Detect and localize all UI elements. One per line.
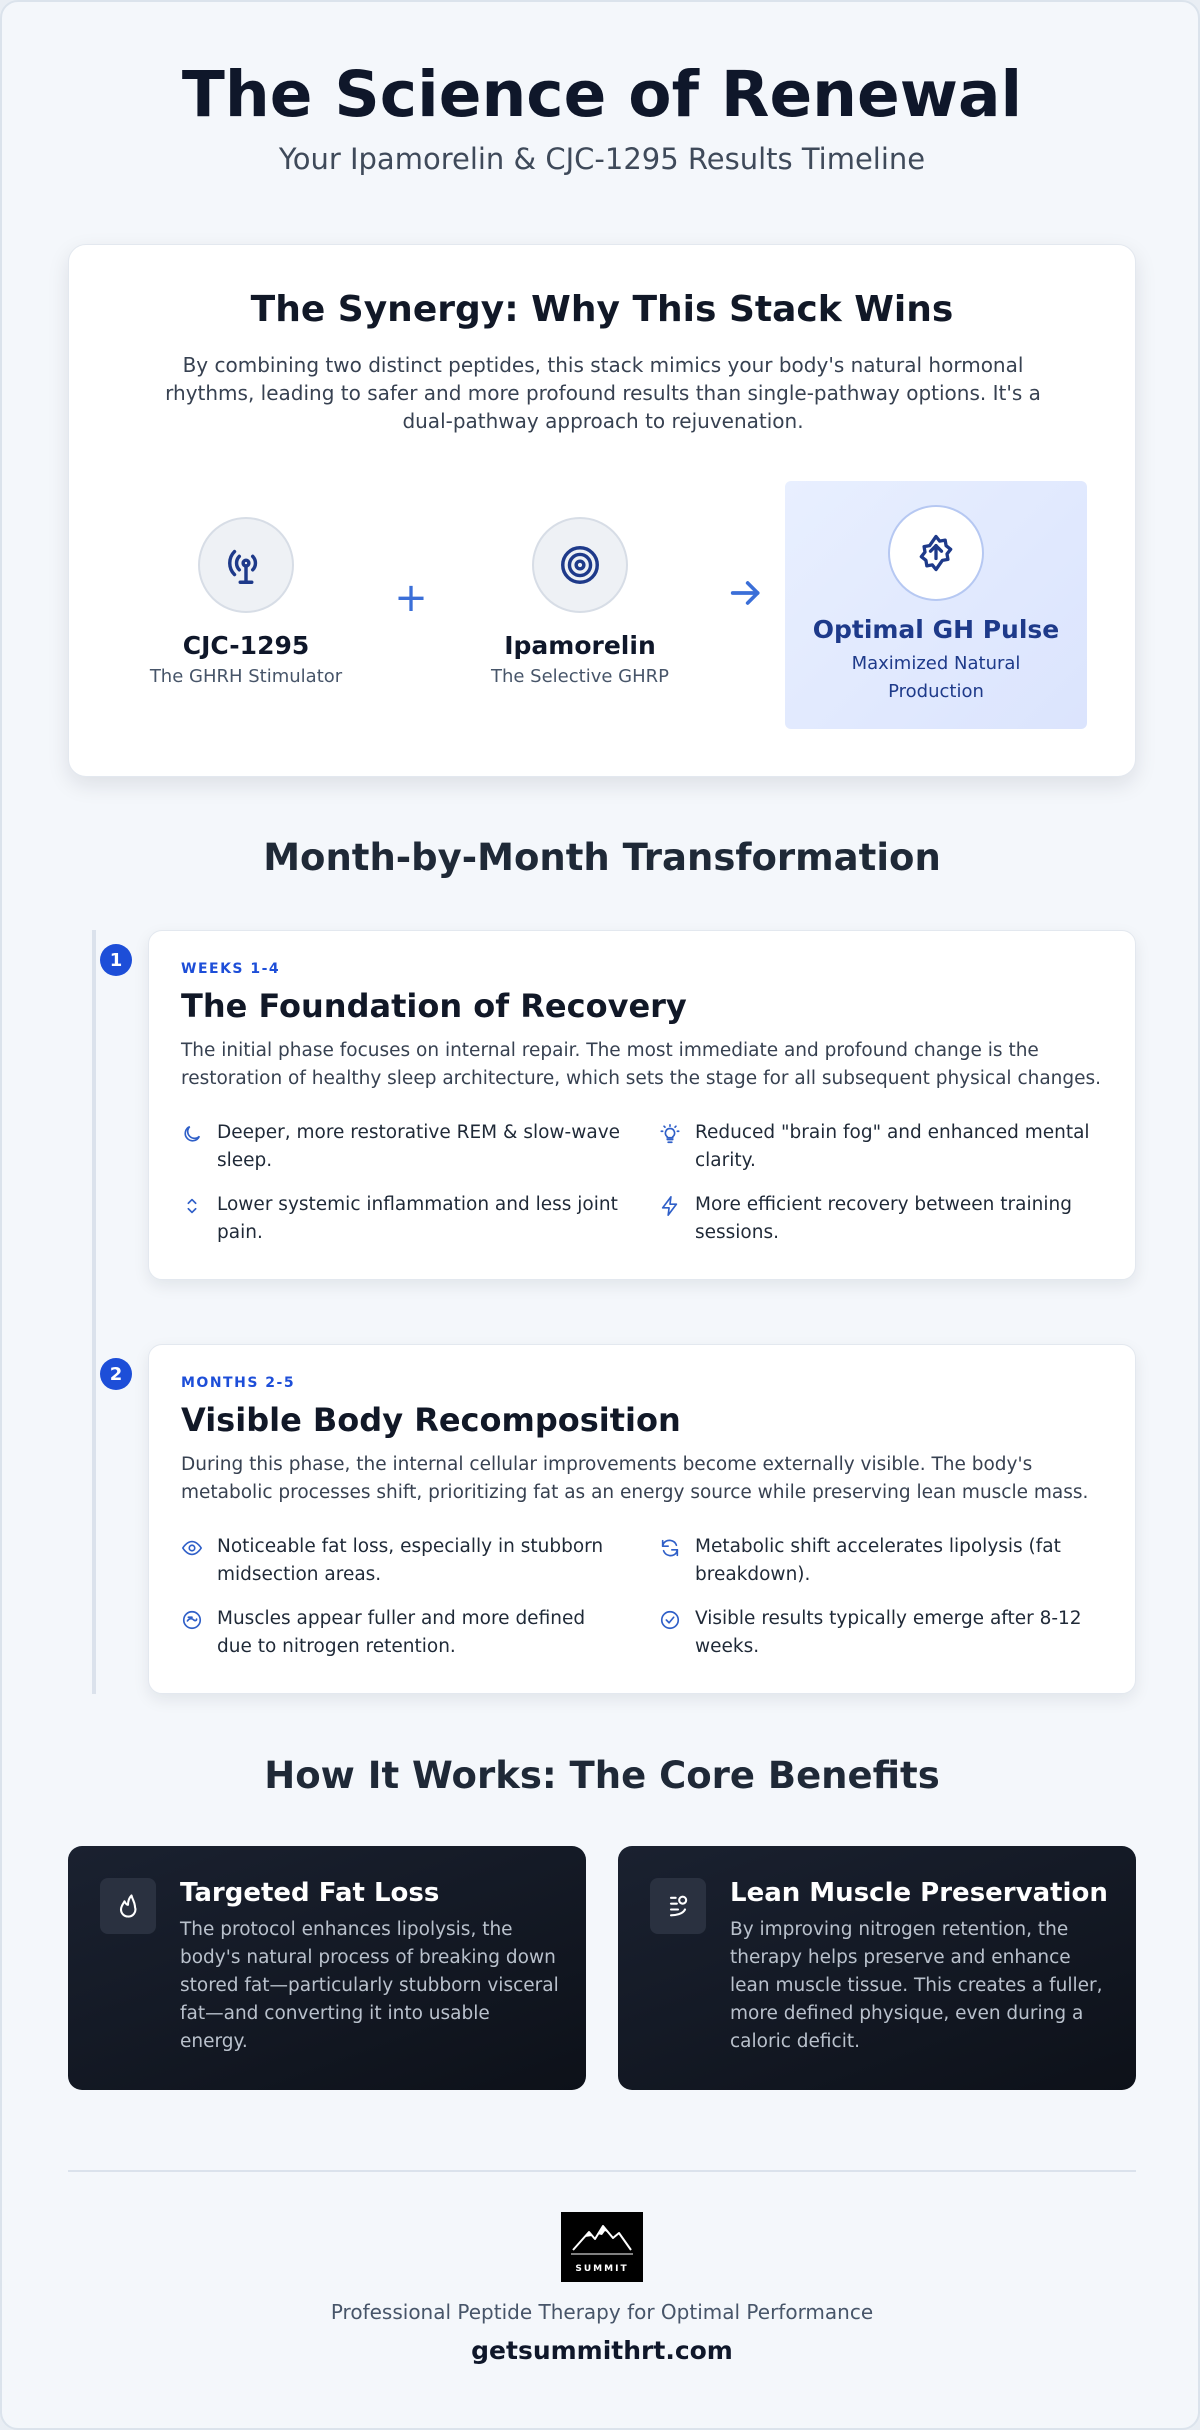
list-item: Lower systemic inflammation and less joint pain. bbox=[181, 1191, 621, 1247]
step-number: 1 bbox=[100, 944, 132, 976]
phase-description: The initial phase focuses on internal repair. The most immediate and profound change is the restoration of healthy sleep architecture, which sets the stage for all subsequent physical changes. bbox=[181, 1040, 1102, 1089]
peptide-cjc bbox=[131, 517, 361, 687]
moon-icon bbox=[181, 1123, 203, 1149]
eye-icon bbox=[181, 1537, 203, 1563]
plus-icon: + bbox=[394, 575, 428, 621]
list-item: Noticeable fat loss, especially in stubborn midsection areas. bbox=[181, 1533, 621, 1589]
synergy-title: The Synergy: Why This Stack Wins bbox=[250, 289, 954, 330]
result-box bbox=[785, 481, 1087, 729]
footer-tagline: Professional Peptide Therapy for Optimal Performance bbox=[330, 2300, 874, 2324]
benefit-title: Lean Muscle Preservation bbox=[730, 1878, 1108, 1908]
phase-label: WEEKS 1-4 bbox=[181, 961, 281, 977]
peptide-name: Ipamorelin bbox=[504, 631, 656, 660]
result-role: Maximized Natural Production bbox=[851, 653, 1021, 702]
logo-text: SUMMIT bbox=[575, 2264, 629, 2274]
check-circle-icon bbox=[659, 1609, 681, 1635]
antenna-icon bbox=[198, 517, 294, 613]
result-name: Optimal GH Pulse bbox=[812, 615, 1060, 644]
synergy-description: By combining two distinct peptides, this stack mimics your body's natural hormonal rhythms, leading to safer and more profound results than single-pathway options. It's a dual-pathway approach to rejuvenation. bbox=[165, 353, 1041, 433]
list-item: Deeper, more restorative REM & slow-wave sleep. bbox=[181, 1119, 621, 1175]
phase-title: Visible Body Recomposition bbox=[181, 1401, 681, 1439]
synergy-card bbox=[68, 244, 1136, 777]
phase-label: MONTHS 2-5 bbox=[181, 1375, 296, 1391]
phase-card bbox=[148, 1344, 1136, 1694]
cycle-icon bbox=[659, 1537, 681, 1563]
muscle-icon bbox=[650, 1878, 706, 1934]
benefits-title: How It Works: The Core Benefits bbox=[264, 1754, 940, 1797]
benefit-title: Targeted Fat Loss bbox=[180, 1878, 440, 1908]
muscle-icon bbox=[181, 1609, 203, 1635]
list-item: More efficient recovery between training sessions. bbox=[659, 1191, 1099, 1247]
peptide-ipamorelin bbox=[465, 517, 695, 687]
summit-logo bbox=[561, 2212, 643, 2282]
phase-card bbox=[148, 930, 1136, 1280]
peptide-role: The Selective GHRP bbox=[490, 666, 670, 687]
phase-title: The Foundation of Recovery bbox=[181, 987, 687, 1025]
list-item: Metabolic shift accelerates lipolysis (fat breakdown). bbox=[659, 1533, 1099, 1589]
website-link[interactable]: getsummithrt.com bbox=[471, 2336, 733, 2365]
target-icon bbox=[532, 517, 628, 613]
phase-description: During this phase, the internal cellular improvements become externally visible. The body's metabolic processes shift, prioritizing fat as an energy source while preserving lean muscle mass. bbox=[181, 1454, 1089, 1503]
benefit-description: By improving nitrogen retention, the therapy helps preserve and enhance lean muscle tissue. This creates a fuller, more defined physique, even during a caloric deficit. bbox=[730, 1919, 1103, 2052]
badge-icon bbox=[888, 505, 984, 601]
page-title: The Science of Renewal bbox=[181, 58, 1023, 131]
peptide-name: CJC-1295 bbox=[182, 631, 310, 660]
list-item: Visible results typically emerge after 8-12 weeks. bbox=[659, 1605, 1099, 1661]
flame-icon bbox=[100, 1878, 156, 1934]
footer-divider bbox=[68, 2170, 1136, 2172]
page-subtitle: Your Ipamorelin & CJC-1295 Results Timeline bbox=[278, 142, 926, 176]
step-number: 2 bbox=[100, 1358, 132, 1390]
timeline-line bbox=[92, 930, 96, 1694]
list-item: Reduced "brain fog" and enhanced mental clarity. bbox=[659, 1119, 1099, 1175]
peptide-role: The GHRH Stimulator bbox=[149, 666, 343, 687]
benefit-card bbox=[618, 1846, 1136, 2090]
benefit-description: The protocol enhances lipolysis, the body's natural process of breaking down stored fat—particularly stubborn visceral fat—and converting it into usable energy. bbox=[180, 1919, 559, 2052]
chevrons-icon bbox=[181, 1195, 203, 1221]
lightbulb-icon bbox=[659, 1123, 681, 1149]
timeline-title: Month-by-Month Transformation bbox=[263, 836, 941, 879]
arrow-right-icon bbox=[721, 573, 771, 623]
benefit-card bbox=[68, 1846, 586, 2090]
bolt-icon bbox=[659, 1195, 681, 1221]
list-item: Muscles appear fuller and more defined due to nitrogen retention. bbox=[181, 1605, 621, 1661]
